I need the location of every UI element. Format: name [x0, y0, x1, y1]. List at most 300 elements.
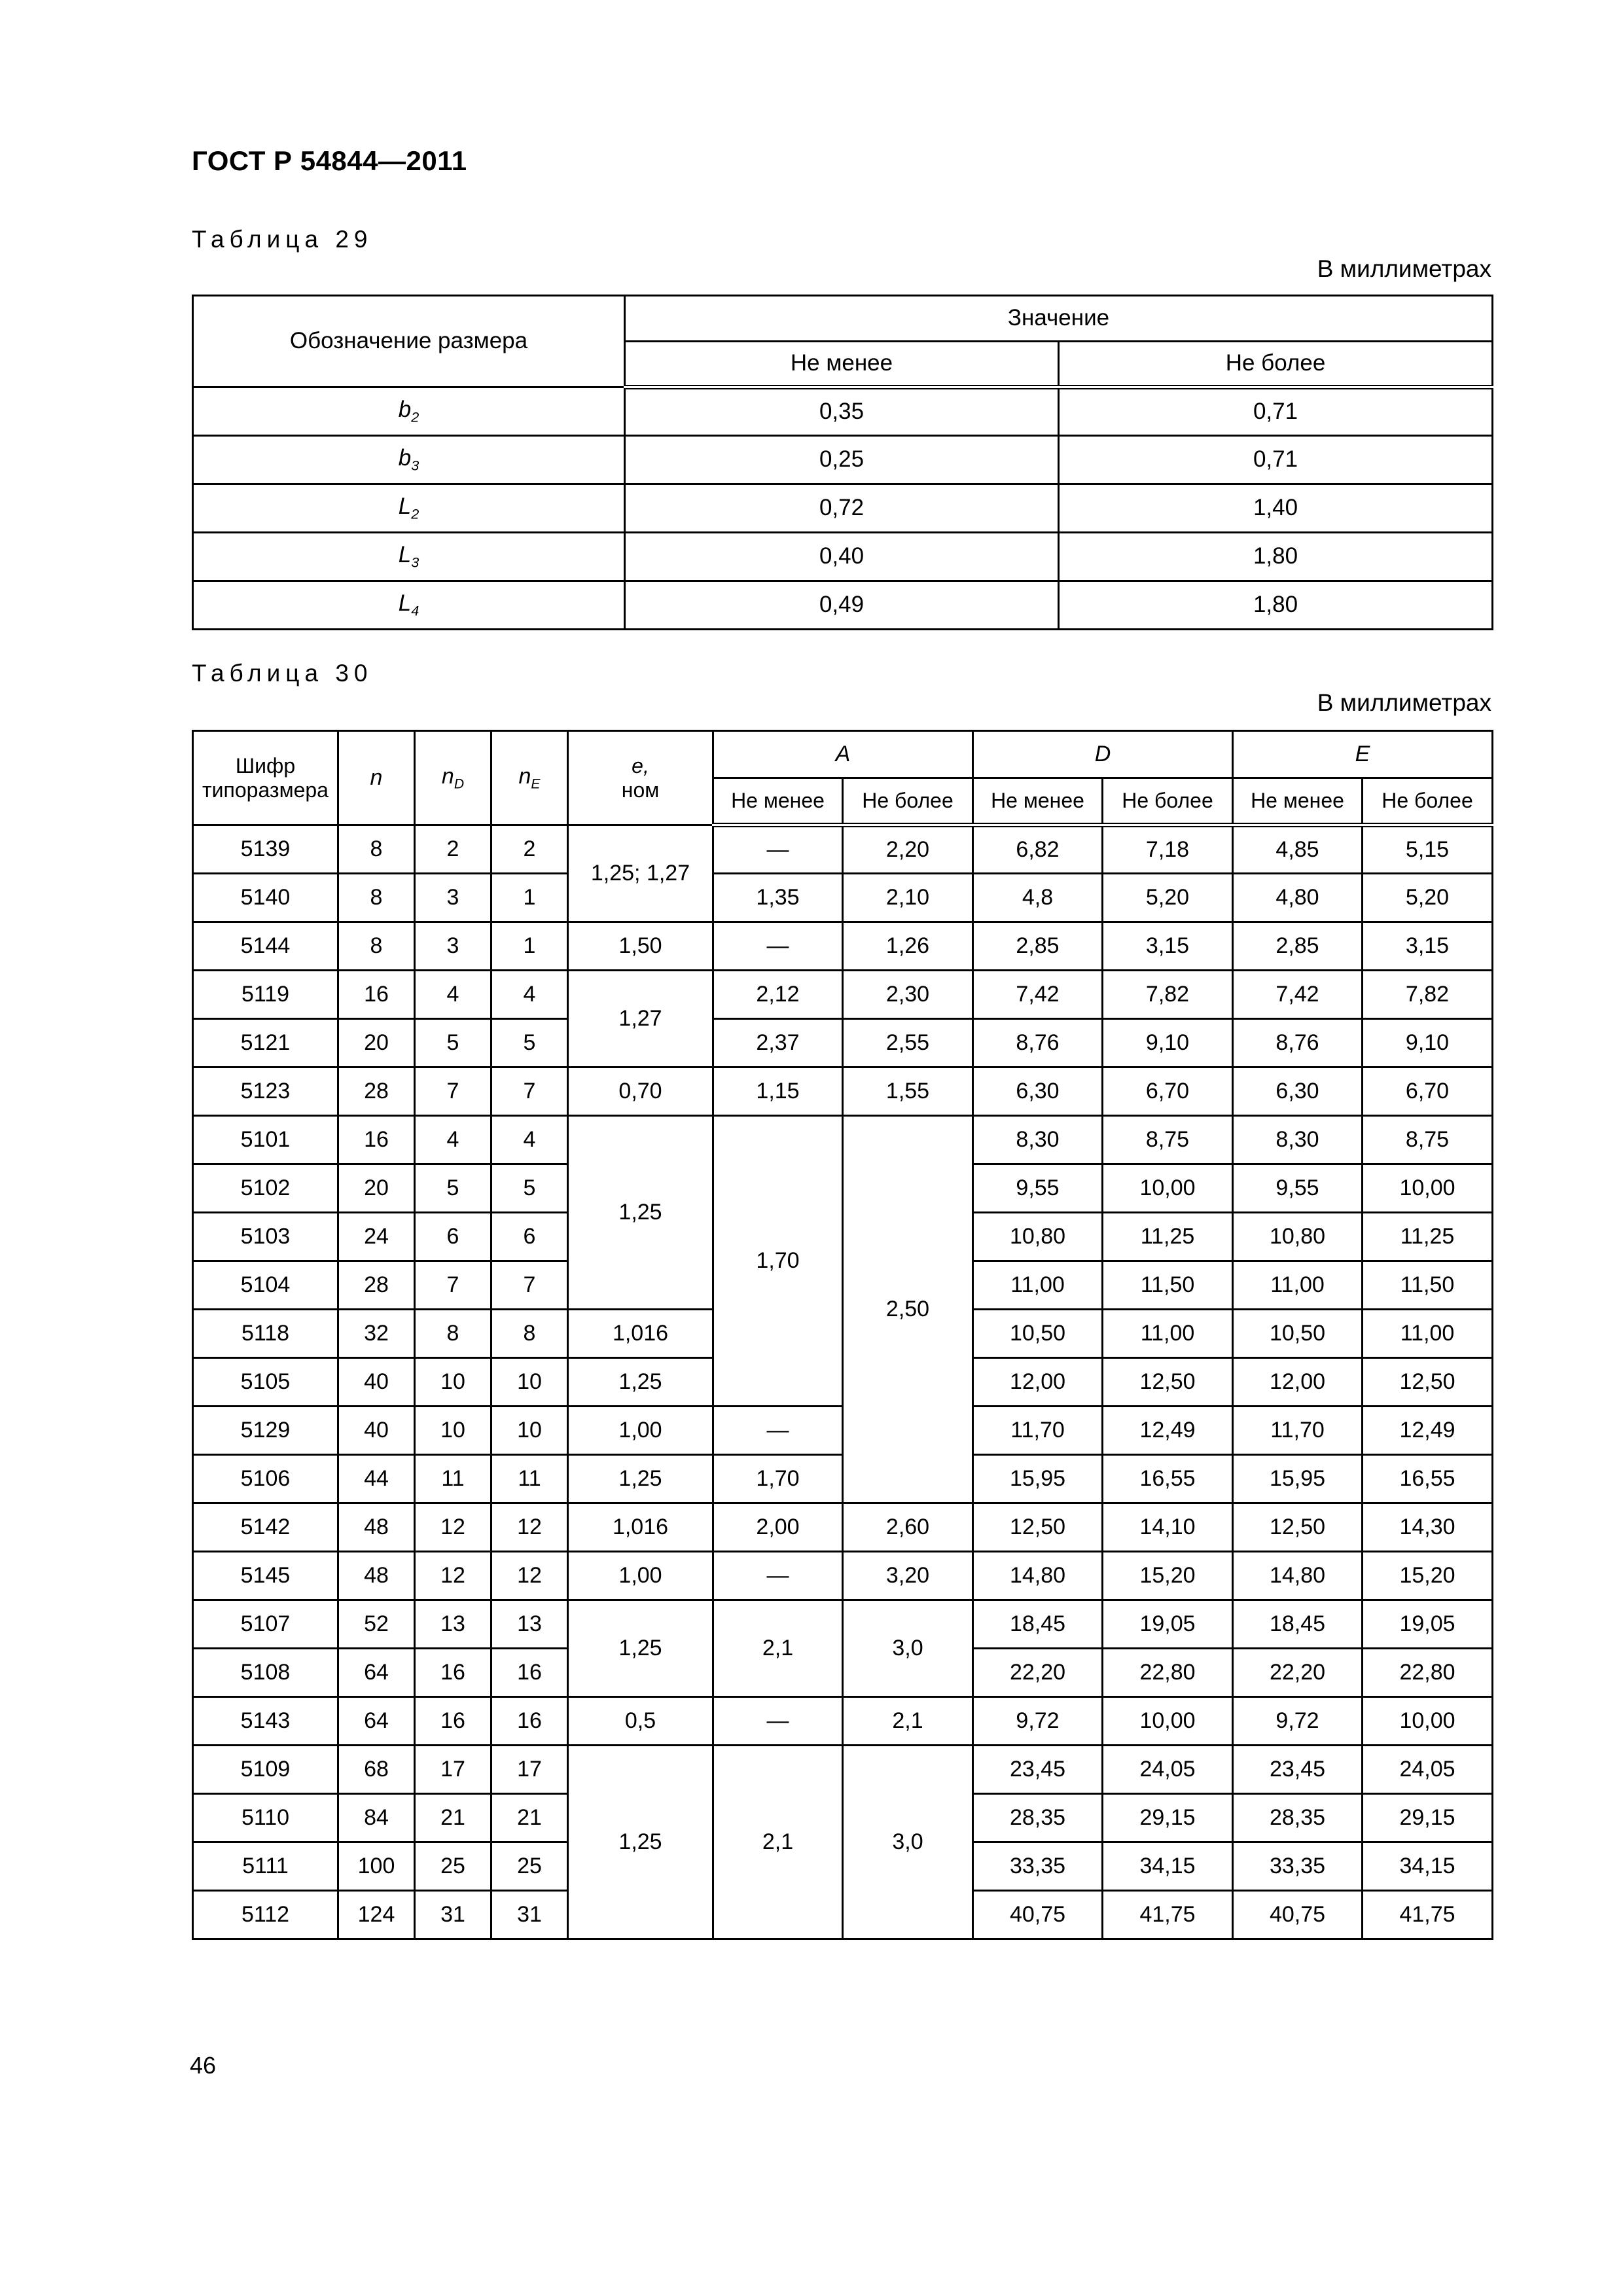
ne-cell: 13: [491, 1600, 568, 1649]
d-max-cell: 3,15: [1103, 922, 1233, 971]
e-min-cell: 7,42: [1233, 971, 1363, 1019]
nd-cell: 2: [415, 825, 491, 874]
d-min-cell: 10,80: [973, 1213, 1103, 1261]
nd-cell: 12: [415, 1503, 491, 1552]
table-row: [193, 825, 1493, 874]
e-min-cell: 9,72: [1233, 1697, 1363, 1746]
header-e-col-symbol: E: [1355, 741, 1370, 766]
a-min-cell: 2,00: [713, 1503, 843, 1552]
code-cell: 5123: [193, 1067, 338, 1116]
d-min-cell: 28,35: [973, 1794, 1103, 1842]
e-nom-cell: 0,5: [568, 1697, 713, 1746]
e-max-cell: 10,00: [1363, 1164, 1493, 1213]
e-nom-cell: 1,016: [568, 1503, 713, 1552]
nd-cell: 4: [415, 1116, 491, 1164]
d-min-cell: 10,50: [973, 1310, 1103, 1358]
e-max-cell: 15,20: [1363, 1552, 1493, 1600]
e-min-cell: 8,76: [1233, 1019, 1363, 1067]
nd-cell: 6: [415, 1213, 491, 1261]
code-cell: 5118: [193, 1310, 338, 1358]
nd-cell: 17: [415, 1746, 491, 1794]
e-nom-cell: 1,50: [568, 922, 713, 971]
code-cell: 5145: [193, 1552, 338, 1600]
table-row: [193, 387, 1493, 436]
e-min-cell: 11,70: [1233, 1407, 1363, 1455]
n-cell: 8: [338, 874, 415, 922]
e-min-cell: 23,45: [1233, 1746, 1363, 1794]
e-nom-cell: 1,25: [568, 1600, 713, 1697]
header-d-min: Не менее: [973, 778, 1103, 825]
code-cell: 5144: [193, 922, 338, 971]
ne-cell: 6: [491, 1213, 568, 1261]
a-max-cell: 3,0: [843, 1746, 973, 1939]
e-nom-cell: 1,00: [568, 1407, 713, 1455]
designation-cell: [193, 533, 625, 581]
d-min-cell: 18,45: [973, 1600, 1103, 1649]
e-min-cell: 6,30: [1233, 1067, 1363, 1116]
e-max-cell: 5,20: [1363, 874, 1493, 922]
e-min-cell: 4,85: [1233, 825, 1363, 874]
d-max-cell: 10,00: [1103, 1164, 1233, 1213]
d-max-cell: 6,70: [1103, 1067, 1233, 1116]
table-29: [192, 295, 1493, 630]
e-min-cell: 10,50: [1233, 1310, 1363, 1358]
e-min-cell: 11,00: [1233, 1261, 1363, 1310]
code-cell: 5140: [193, 874, 338, 922]
symbol-subscript: 3: [411, 554, 419, 571]
code-cell: 5102: [193, 1164, 338, 1213]
ne-cell: 25: [491, 1842, 568, 1891]
e-nom-cell: 1,25: [568, 1358, 713, 1407]
a-max-cell: 2,10: [843, 874, 973, 922]
a-min-cell: 1,70: [713, 1116, 843, 1407]
e-nom-cell: 1,00: [568, 1552, 713, 1600]
ne-cell: 17: [491, 1746, 568, 1794]
d-min-cell: 8,30: [973, 1116, 1103, 1164]
d-min-cell: 22,20: [973, 1649, 1103, 1697]
n-cell: 84: [338, 1794, 415, 1842]
header-nd: [415, 731, 491, 825]
code-cell: 5139: [193, 825, 338, 874]
code-cell: 5109: [193, 1746, 338, 1794]
header-e: [1233, 731, 1493, 778]
n-cell: 48: [338, 1503, 415, 1552]
table-row: [193, 533, 1493, 581]
d-max-cell: 16,55: [1103, 1455, 1233, 1503]
d-max-cell: 7,82: [1103, 971, 1233, 1019]
a-min-cell: —: [713, 1407, 843, 1455]
a-max-cell: 2,30: [843, 971, 973, 1019]
e-max-cell: 22,80: [1363, 1649, 1493, 1697]
header-value: Значение: [625, 296, 1493, 342]
code-cell: 5110: [193, 1794, 338, 1842]
table-row: [193, 1503, 1493, 1552]
header-designation: Обозначение размера: [193, 296, 625, 387]
header-min: Не менее: [625, 342, 1059, 387]
header-a-min: Не менее: [713, 778, 843, 825]
e-max-cell: 24,05: [1363, 1746, 1493, 1794]
table-row: [193, 1019, 1493, 1067]
ne-cell: 2: [491, 825, 568, 874]
symbol-subscript: 2: [411, 505, 419, 522]
table-29-units: В миллиметрах: [1317, 255, 1491, 282]
max-cell: 0,71: [1059, 387, 1493, 436]
ne-cell: 4: [491, 971, 568, 1019]
a-min-cell: —: [713, 1697, 843, 1746]
d-max-cell: 7,18: [1103, 825, 1233, 874]
e-min-cell: 33,35: [1233, 1842, 1363, 1891]
e-nom-cell: 1,25: [568, 1116, 713, 1310]
nd-cell: 3: [415, 874, 491, 922]
d-max-cell: 11,50: [1103, 1261, 1233, 1310]
n-cell: 28: [338, 1261, 415, 1310]
ne-cell: 11: [491, 1455, 568, 1503]
d-max-cell: 10,00: [1103, 1697, 1233, 1746]
code-cell: 5142: [193, 1503, 338, 1552]
nd-cell: 4: [415, 971, 491, 1019]
a-min-cell: 1,15: [713, 1067, 843, 1116]
n-cell: 64: [338, 1697, 415, 1746]
a-max-cell: 2,1: [843, 1697, 973, 1746]
e-max-cell: 5,15: [1363, 825, 1493, 874]
d-max-cell: 15,20: [1103, 1552, 1233, 1600]
header-e-nom: [568, 731, 713, 825]
header-a: [713, 731, 973, 778]
designation-cell: [193, 436, 625, 484]
ne-cell: 1: [491, 874, 568, 922]
e-max-cell: 12,49: [1363, 1407, 1493, 1455]
e-min-cell: 12,00: [1233, 1358, 1363, 1407]
a-max-cell: 3,0: [843, 1600, 973, 1697]
e-max-cell: 29,15: [1363, 1794, 1493, 1842]
symbol-subscript: 2: [411, 408, 419, 425]
ne-cell: 21: [491, 1794, 568, 1842]
a-max-cell: 2,60: [843, 1503, 973, 1552]
symbol: L: [398, 590, 412, 617]
ne-cell: 16: [491, 1649, 568, 1697]
n-cell: 28: [338, 1067, 415, 1116]
ne-cell: 1: [491, 922, 568, 971]
symbol-subscript: 3: [411, 457, 419, 474]
n-cell: 16: [338, 971, 415, 1019]
a-min-cell: 2,1: [713, 1746, 843, 1939]
d-min-cell: 9,72: [973, 1697, 1103, 1746]
d-max-cell: 24,05: [1103, 1746, 1233, 1794]
a-min-cell: —: [713, 922, 843, 971]
code-cell: 5106: [193, 1455, 338, 1503]
ne-cell: 7: [491, 1261, 568, 1310]
table-row: [193, 1600, 1493, 1649]
code-cell: 5104: [193, 1261, 338, 1310]
d-max-cell: 29,15: [1103, 1794, 1233, 1842]
code-cell: 5143: [193, 1697, 338, 1746]
d-min-cell: 40,75: [973, 1891, 1103, 1939]
ne-cell: 5: [491, 1019, 568, 1067]
e-min-cell: 8,30: [1233, 1116, 1363, 1164]
d-min-cell: 14,80: [973, 1552, 1103, 1600]
n-cell: 20: [338, 1164, 415, 1213]
e-nom-cell: 1,25: [568, 1455, 713, 1503]
e-min-cell: 4,80: [1233, 874, 1363, 922]
symbol: b: [398, 445, 412, 471]
e-nom-cell: 1,25: [568, 1746, 713, 1939]
e-min-cell: 10,80: [1233, 1213, 1363, 1261]
e-max-cell: 11,00: [1363, 1310, 1493, 1358]
min-cell: 0,49: [625, 581, 1059, 630]
document-code: ГОСТ Р 54844—2011: [192, 145, 467, 176]
n-cell: 48: [338, 1552, 415, 1600]
table-29-caption: Таблица 29: [192, 226, 373, 253]
header-ne-symbol: n: [518, 763, 531, 789]
n-cell: 16: [338, 1116, 415, 1164]
e-max-cell: 7,82: [1363, 971, 1493, 1019]
nd-cell: 13: [415, 1600, 491, 1649]
nd-cell: 21: [415, 1794, 491, 1842]
d-max-cell: 8,75: [1103, 1116, 1233, 1164]
d-max-cell: 41,75: [1103, 1891, 1233, 1939]
nd-cell: 10: [415, 1358, 491, 1407]
ne-cell: 10: [491, 1358, 568, 1407]
table-30-units: В миллиметрах: [1317, 689, 1491, 716]
nd-cell: 10: [415, 1407, 491, 1455]
a-max-cell: 2,20: [843, 825, 973, 874]
header-ne-subscript: E: [531, 776, 541, 792]
ne-cell: 4: [491, 1116, 568, 1164]
table-row: [193, 1067, 1493, 1116]
d-max-cell: 5,20: [1103, 874, 1233, 922]
e-max-cell: 10,00: [1363, 1697, 1493, 1746]
e-max-cell: 41,75: [1363, 1891, 1493, 1939]
table-row: [193, 874, 1493, 922]
nd-cell: 5: [415, 1019, 491, 1067]
e-max-cell: 19,05: [1363, 1600, 1493, 1649]
max-cell: 0,71: [1059, 436, 1493, 484]
d-min-cell: 12,00: [973, 1358, 1103, 1407]
d-max-cell: 14,10: [1103, 1503, 1233, 1552]
table-30-caption: Таблица 30: [192, 660, 373, 687]
code-cell: 5111: [193, 1842, 338, 1891]
nd-cell: 5: [415, 1164, 491, 1213]
a-max-cell: 1,55: [843, 1067, 973, 1116]
nd-cell: 31: [415, 1891, 491, 1939]
designation-cell: [193, 484, 625, 533]
header-e-unit: ном: [621, 778, 660, 802]
d-min-cell: 11,70: [973, 1407, 1103, 1455]
e-max-cell: 8,75: [1363, 1116, 1493, 1164]
code-cell: 5101: [193, 1116, 338, 1164]
header-d-max: Не более: [1103, 778, 1233, 825]
n-cell: 40: [338, 1358, 415, 1407]
e-max-cell: 6,70: [1363, 1067, 1493, 1116]
symbol: L: [398, 493, 412, 520]
d-max-cell: 22,80: [1103, 1649, 1233, 1697]
header-d: [973, 731, 1233, 778]
header-a-max: Не более: [843, 778, 973, 825]
table-30: [192, 730, 1493, 1940]
symbol: b: [398, 397, 412, 423]
designation-cell: [193, 581, 625, 630]
header-max: Не более: [1059, 342, 1493, 387]
header-n: [338, 731, 415, 825]
e-min-cell: 22,20: [1233, 1649, 1363, 1697]
code-cell: 5107: [193, 1600, 338, 1649]
table-row: [193, 1552, 1493, 1600]
symbol: L: [398, 542, 412, 568]
min-cell: 0,40: [625, 533, 1059, 581]
e-min-cell: 15,95: [1233, 1455, 1363, 1503]
d-max-cell: 11,25: [1103, 1213, 1233, 1261]
e-max-cell: 12,50: [1363, 1358, 1493, 1407]
e-max-cell: 3,15: [1363, 922, 1493, 971]
d-min-cell: 11,00: [973, 1261, 1103, 1310]
table-row: [193, 1116, 1493, 1164]
d-max-cell: 11,00: [1103, 1310, 1233, 1358]
e-min-cell: 14,80: [1233, 1552, 1363, 1600]
d-max-cell: 9,10: [1103, 1019, 1233, 1067]
d-min-cell: 15,95: [973, 1455, 1103, 1503]
nd-cell: 7: [415, 1261, 491, 1310]
nd-cell: 25: [415, 1842, 491, 1891]
max-cell: 1,80: [1059, 533, 1493, 581]
e-min-cell: 40,75: [1233, 1891, 1363, 1939]
nd-cell: 8: [415, 1310, 491, 1358]
a-max-cell: 2,50: [843, 1116, 973, 1503]
ne-cell: 12: [491, 1503, 568, 1552]
a-min-cell: 2,12: [713, 971, 843, 1019]
a-min-cell: 1,70: [713, 1455, 843, 1503]
code-cell: 5108: [193, 1649, 338, 1697]
table-row: [193, 581, 1493, 630]
code-cell: 5119: [193, 971, 338, 1019]
d-max-cell: 19,05: [1103, 1600, 1233, 1649]
a-min-cell: 1,35: [713, 874, 843, 922]
table-row: [193, 971, 1493, 1019]
ne-cell: 8: [491, 1310, 568, 1358]
code-cell: 5121: [193, 1019, 338, 1067]
d-max-cell: 12,50: [1103, 1358, 1233, 1407]
e-nom-cell: 1,27: [568, 971, 713, 1067]
e-nom-cell: 1,016: [568, 1310, 713, 1358]
ne-cell: 31: [491, 1891, 568, 1939]
designation-cell: [193, 387, 625, 436]
ne-cell: 7: [491, 1067, 568, 1116]
symbol-subscript: 4: [411, 602, 419, 619]
code-cell: 5129: [193, 1407, 338, 1455]
header-code: Шифр типоразмера: [193, 731, 338, 825]
n-cell: 8: [338, 825, 415, 874]
e-min-cell: 2,85: [1233, 922, 1363, 971]
nd-cell: 11: [415, 1455, 491, 1503]
a-max-cell: 3,20: [843, 1552, 973, 1600]
header-e-max: Не более: [1363, 778, 1493, 825]
header-d-symbol: D: [1094, 741, 1111, 766]
nd-cell: 7: [415, 1067, 491, 1116]
e-nom-cell: 1,25; 1,27: [568, 825, 713, 922]
e-min-cell: 12,50: [1233, 1503, 1363, 1552]
n-cell: 20: [338, 1019, 415, 1067]
a-max-cell: 1,26: [843, 922, 973, 971]
header-nd-symbol: n: [441, 763, 454, 789]
e-max-cell: 9,10: [1363, 1019, 1493, 1067]
a-min-cell: 2,37: [713, 1019, 843, 1067]
header-ne: [491, 731, 568, 825]
header-nd-subscript: D: [454, 776, 465, 792]
a-max-cell: 2,55: [843, 1019, 973, 1067]
d-min-cell: 7,42: [973, 971, 1103, 1019]
n-cell: 8: [338, 922, 415, 971]
d-min-cell: 8,76: [973, 1019, 1103, 1067]
a-min-cell: 2,1: [713, 1600, 843, 1697]
d-max-cell: 34,15: [1103, 1842, 1233, 1891]
e-max-cell: 34,15: [1363, 1842, 1493, 1891]
n-cell: 124: [338, 1891, 415, 1939]
table-row: [193, 922, 1493, 971]
code-cell: 5103: [193, 1213, 338, 1261]
n-cell: 52: [338, 1600, 415, 1649]
n-cell: 64: [338, 1649, 415, 1697]
a-min-cell: —: [713, 1552, 843, 1600]
ne-cell: 10: [491, 1407, 568, 1455]
e-max-cell: 16,55: [1363, 1455, 1493, 1503]
header-e-min: Не менее: [1233, 778, 1363, 825]
ne-cell: 16: [491, 1697, 568, 1746]
nd-cell: 16: [415, 1697, 491, 1746]
e-max-cell: 11,25: [1363, 1213, 1493, 1261]
max-cell: 1,80: [1059, 581, 1493, 630]
d-min-cell: 12,50: [973, 1503, 1103, 1552]
nd-cell: 12: [415, 1552, 491, 1600]
code-cell: 5112: [193, 1891, 338, 1939]
e-max-cell: 14,30: [1363, 1503, 1493, 1552]
n-cell: 32: [338, 1310, 415, 1358]
n-cell: 24: [338, 1213, 415, 1261]
d-min-cell: 6,30: [973, 1067, 1103, 1116]
nd-cell: 16: [415, 1649, 491, 1697]
d-min-cell: 6,82: [973, 825, 1103, 874]
header-n-symbol: n: [370, 764, 383, 790]
d-min-cell: 9,55: [973, 1164, 1103, 1213]
e-min-cell: 28,35: [1233, 1794, 1363, 1842]
e-max-cell: 11,50: [1363, 1261, 1493, 1310]
e-min-cell: 9,55: [1233, 1164, 1363, 1213]
d-max-cell: 12,49: [1103, 1407, 1233, 1455]
table-row: [193, 1746, 1493, 1794]
d-min-cell: 33,35: [973, 1842, 1103, 1891]
n-cell: 100: [338, 1842, 415, 1891]
min-cell: 0,25: [625, 436, 1059, 484]
table-row: [193, 436, 1493, 484]
min-cell: 0,72: [625, 484, 1059, 533]
e-min-cell: 18,45: [1233, 1600, 1363, 1649]
min-cell: 0,35: [625, 387, 1059, 436]
d-min-cell: 2,85: [973, 922, 1103, 971]
max-cell: 1,40: [1059, 484, 1493, 533]
page-number: 46: [190, 2052, 217, 2079]
header-a-symbol: A: [835, 741, 851, 766]
table-row: [193, 484, 1493, 533]
e-nom-cell: 0,70: [568, 1067, 713, 1116]
n-cell: 68: [338, 1746, 415, 1794]
d-min-cell: 4,8: [973, 874, 1103, 922]
n-cell: 40: [338, 1407, 415, 1455]
n-cell: 44: [338, 1455, 415, 1503]
header-e-symbol: e,: [632, 753, 649, 778]
nd-cell: 3: [415, 922, 491, 971]
table-row: [193, 1697, 1493, 1746]
a-min-cell: —: [713, 825, 843, 874]
ne-cell: 5: [491, 1164, 568, 1213]
d-min-cell: 23,45: [973, 1746, 1103, 1794]
